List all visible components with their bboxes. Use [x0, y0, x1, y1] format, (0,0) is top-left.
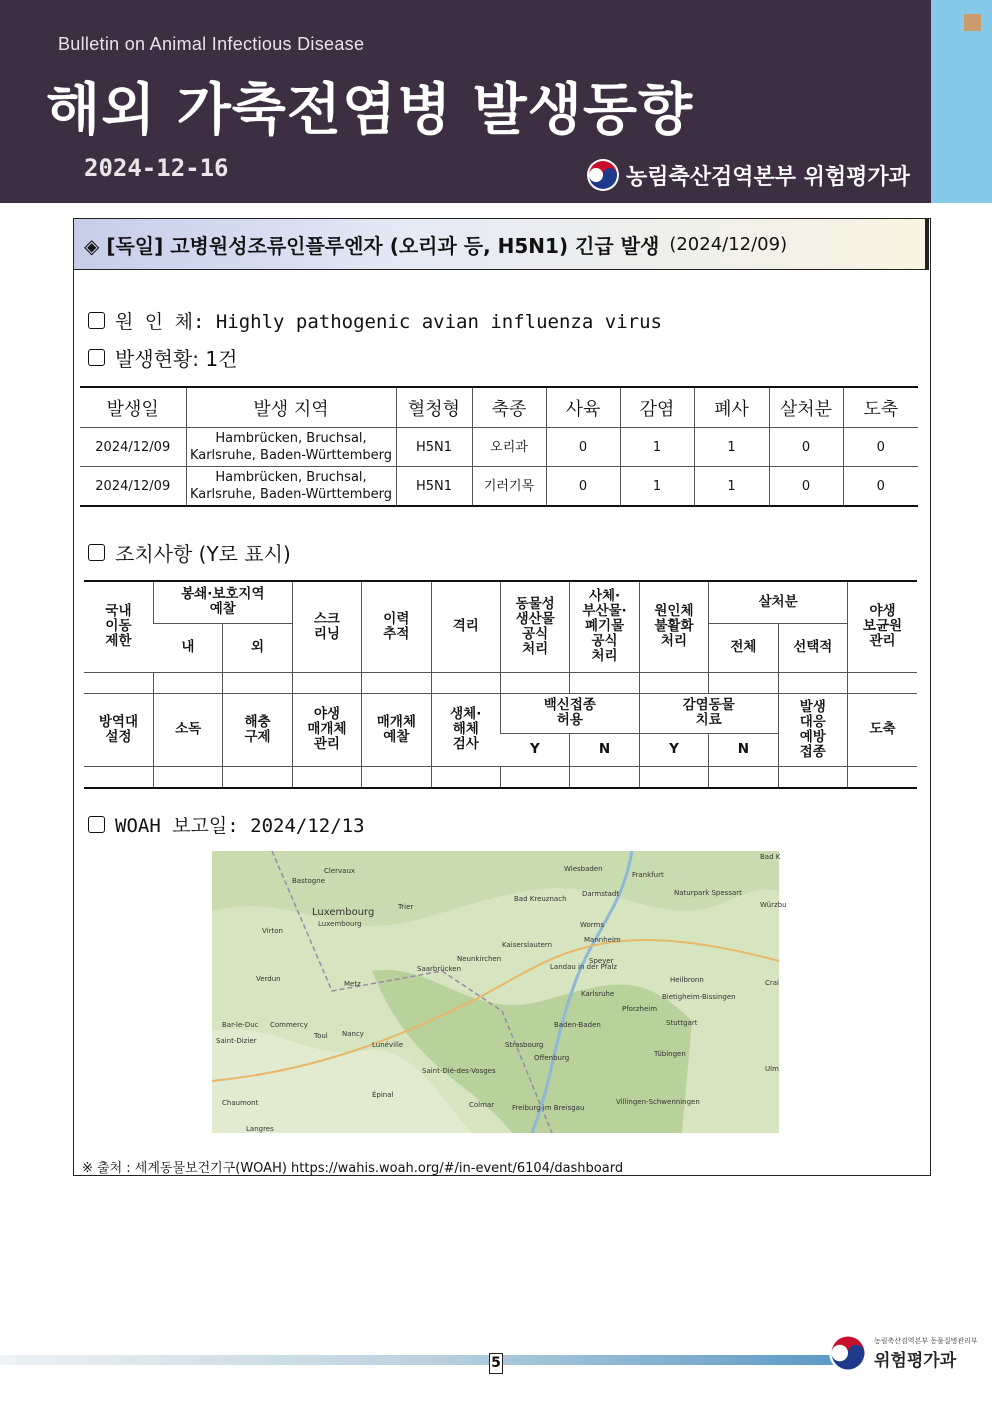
map-place-label: Lunéville	[372, 1041, 404, 1049]
cell-region	[186, 467, 396, 507]
map-place-label: Freiburg im Breisgau	[512, 1104, 585, 1112]
table-header-cell: 발생일	[80, 387, 186, 428]
measures-header-row-2	[84, 693, 917, 733]
cell-infected: 1	[620, 467, 694, 507]
map-place-label: Commercy	[270, 1021, 308, 1029]
cell-region-line2: Karlsruhe, Baden-Württemberg	[189, 448, 393, 463]
map-place-label: Naturpark Spessart	[674, 889, 742, 897]
section-title-bar	[73, 218, 929, 270]
bulletin-title: 해외 가축전염병 발생동향	[46, 78, 694, 143]
footer-org-small: 농림축산검역본부 동물질병관리부	[874, 1336, 978, 1345]
checkbox-icon	[88, 312, 105, 329]
map-place-label: Épinal	[372, 1091, 394, 1099]
measures-blank-row	[84, 766, 917, 788]
page-number: 5	[489, 1353, 503, 1374]
footer-logo	[828, 1333, 978, 1373]
map-place-label: Neunkirchen	[457, 955, 502, 963]
map-place-label: Bar-le-Duc	[222, 1021, 259, 1029]
table-row	[80, 467, 918, 507]
cell-culled: 0	[769, 467, 843, 507]
map-place-label: Luxembourg	[318, 920, 362, 928]
map-place-label: Trier	[398, 903, 414, 911]
map-place-label: Villingen-Schwenningen	[616, 1098, 700, 1106]
map-place-label: Ulm	[765, 1065, 779, 1073]
table-row	[80, 428, 918, 467]
cell-culled: 0	[769, 428, 843, 467]
measure-subheader: Y	[500, 733, 569, 766]
header-banner	[0, 0, 931, 203]
map-place-label: Bad Kreuznach	[514, 895, 567, 903]
cell-date: 2024/12/09	[80, 428, 186, 467]
map-place-label: Luxembourg	[312, 907, 375, 918]
measures-line	[88, 538, 291, 567]
pathogen-label: 원 인 체:	[115, 311, 216, 333]
table-header-cell: 사육	[546, 387, 620, 428]
map-place-label: Landau in der Pfalz	[550, 963, 618, 971]
map-place-label: Bastogne	[292, 877, 325, 885]
table-header-cell: 발생 지역	[186, 387, 396, 428]
taegeuk-logo-icon	[586, 158, 620, 192]
map-place-label: Bad K	[760, 853, 781, 861]
measure-header: 매개체 예찰	[362, 693, 431, 766]
header-side-strip	[931, 0, 992, 203]
measure-header: 살처분	[709, 581, 848, 623]
map-place-label: Speyer	[589, 957, 614, 965]
measure-header: 도축	[847, 693, 917, 766]
measure-header: 격리	[431, 581, 500, 672]
pathogen-line	[88, 307, 662, 334]
checkbox-icon	[88, 816, 105, 833]
map-place-label: Strasbourg	[505, 1041, 544, 1049]
measure-subheader: 내	[153, 623, 222, 672]
table-header-cell: 감염	[620, 387, 694, 428]
map-place-label: Karlsruhe	[581, 990, 615, 998]
map-place-label: Baden-Baden	[554, 1021, 601, 1029]
map-place-label: Metz	[344, 980, 361, 988]
map-place-label: Verdun	[256, 975, 281, 983]
map-place-label: Crai	[765, 979, 779, 987]
map-place-label: Offenburg	[534, 1054, 570, 1062]
measure-header: 봉쇄·보호지역 예찰	[153, 581, 292, 623]
woah-label: WOAH 보고일:	[115, 815, 251, 837]
cell-species: 오리과	[472, 428, 546, 467]
cell-region-line1: Hambrücken, Bruchsal,	[215, 470, 367, 485]
footer-gradient-line	[0, 1355, 845, 1365]
cell-date: 2024/12/09	[80, 467, 186, 507]
map-place-label: Kaiserslautern	[502, 941, 553, 949]
map-place-label: Nancy	[342, 1030, 364, 1038]
cell-dead: 1	[694, 428, 769, 467]
map-place-label: Colmar	[469, 1101, 495, 1109]
map-place-label: Saint-Dié-des-Vosges	[422, 1067, 496, 1075]
measure-header: 국내 이동 제한	[84, 581, 153, 672]
outbreak-map	[212, 851, 787, 1133]
map-place-label: Saarbrücken	[417, 965, 462, 973]
checkbox-icon	[88, 544, 105, 561]
measure-subheader: 외	[223, 623, 292, 672]
map-place-label: Wiesbaden	[564, 865, 603, 873]
measure-subheader: Y	[639, 733, 708, 766]
map-place-label: Chaumont	[222, 1099, 259, 1107]
measure-header: 방역대 설정	[84, 693, 153, 766]
woah-value: 2024/12/13	[250, 815, 365, 837]
map-place-label: Pforzheim	[622, 1005, 658, 1013]
cell-region	[186, 428, 396, 467]
cell-slaughtered: 0	[843, 428, 918, 467]
taegeuk-logo-icon	[828, 1333, 868, 1373]
measure-header: 감염동물 치료	[639, 693, 778, 733]
bulletin-date: 2024-12-16	[84, 154, 229, 182]
table-header-cell: 살처분	[769, 387, 843, 428]
map-place-label: Frankfurt	[632, 871, 664, 879]
measure-subheader: N	[570, 733, 639, 766]
map-place-label: Stuttgart	[666, 1019, 698, 1027]
footer-org: 위험평가과	[874, 1350, 957, 1371]
table-header-cell: 축종	[472, 387, 546, 428]
header-org-text: 농림축산검역본부 위험평가과	[626, 164, 910, 190]
map-place-label: Heilbronn	[670, 976, 704, 984]
measure-header: 소독	[153, 693, 222, 766]
measure-header: 동물성 생산물 공식 처리	[500, 581, 569, 672]
cell-serotype: H5N1	[396, 428, 472, 467]
map-place-label: Worms	[580, 921, 605, 929]
measure-subheader: 선택적	[778, 623, 847, 672]
map-place-label: Mannheim	[584, 936, 621, 944]
map-place-label: Langres	[246, 1125, 274, 1133]
source-note: ※ 출처 : 세계동물보건기구(WOAH) https://wahis.woah.org/#/in-event/6104/dashboard	[82, 1161, 624, 1176]
bulletin-subtitle: Bulletin on Animal Infectious Disease	[58, 34, 365, 54]
map-place-label: Würzbu	[760, 901, 787, 909]
decorative-square	[964, 14, 981, 31]
map-place-label: Clervaux	[324, 867, 356, 875]
map-place-label: Darmstadt	[582, 890, 620, 898]
measure-header: 스크 리닝	[292, 581, 361, 672]
cell-dead: 1	[694, 467, 769, 507]
cell-species: 기러기목	[472, 467, 546, 507]
measure-header: 원인체 불활화 처리	[639, 581, 708, 672]
map-place-label: Toul	[314, 1032, 328, 1040]
status-value: 1건	[205, 347, 238, 371]
checkbox-icon	[88, 349, 105, 366]
map-place-label: Bietigheim-Bissingen	[662, 993, 736, 1001]
cell-slaughtered: 0	[843, 467, 918, 507]
cell-infected: 1	[620, 428, 694, 467]
measure-subheader: 전체	[709, 623, 778, 672]
measure-header: 발생 대응 예방 접종	[778, 693, 847, 766]
status-line	[88, 343, 237, 372]
cell-reared: 0	[546, 428, 620, 467]
map-place-label: Saint-Dizier	[216, 1037, 257, 1045]
measure-header: 야생 매개체 관리	[292, 693, 361, 766]
measure-header: 야생 보균원 관리	[847, 581, 917, 672]
table-header-row	[80, 387, 918, 428]
outbreak-table	[80, 386, 918, 507]
section-title: ◈ [독일] 고병원성조류인플루엔자 (오리과 등, H5N1) 긴급 발생	[84, 233, 660, 258]
pathogen-value: Highly pathogenic avian influenza virus	[215, 311, 662, 333]
table-header-cell: 도축	[843, 387, 918, 428]
cell-region-line2: Karlsruhe, Baden-Württemberg	[189, 487, 393, 502]
map-place-label: Tübingen	[654, 1050, 686, 1058]
section-title-date: (2024/12/09)	[669, 233, 788, 255]
cell-region-line1: Hambrücken, Bruchsal,	[215, 431, 367, 446]
measures-header-row	[84, 581, 917, 623]
measure-header: 생체· 해체 검사	[431, 693, 500, 766]
measure-subheader: N	[709, 733, 778, 766]
status-label: 발생현황:	[115, 347, 206, 371]
measure-header: 사체· 부산물· 폐기물 공식 처리	[570, 581, 639, 672]
measures-label: 조치사항 (Y로 표시)	[115, 542, 291, 566]
measure-header: 백신접종 허용	[500, 693, 639, 733]
measure-header: 이력 추적	[362, 581, 431, 672]
table-header-cell: 폐사	[694, 387, 769, 428]
map-canvas	[212, 851, 787, 1133]
cell-reared: 0	[546, 467, 620, 507]
measure-header: 해충 구제	[223, 693, 292, 766]
map-place-label: Virton	[262, 927, 283, 935]
measures-blank-row	[84, 672, 917, 693]
woah-line	[88, 811, 365, 838]
table-header-cell: 혈청형	[396, 387, 472, 428]
cell-serotype: H5N1	[396, 467, 472, 507]
measures-table	[84, 580, 917, 789]
header-org	[586, 158, 910, 192]
